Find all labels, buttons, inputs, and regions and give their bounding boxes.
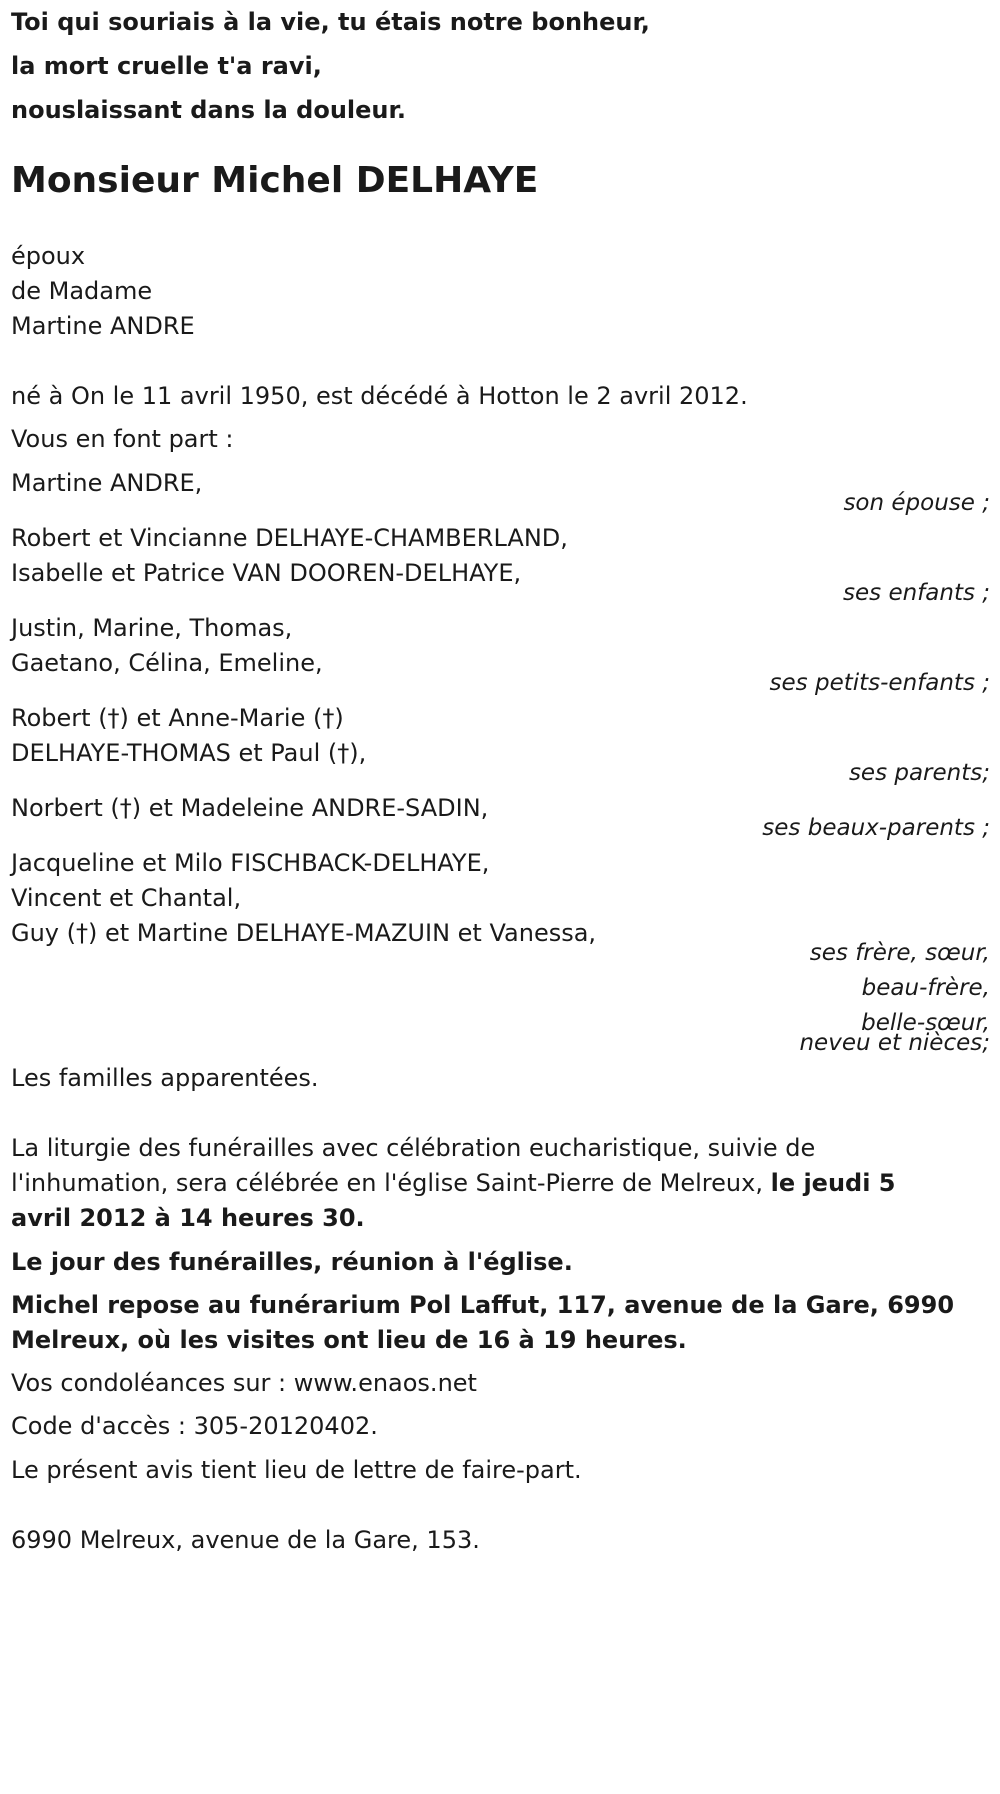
spouse-line: de Madame bbox=[11, 277, 153, 305]
family-relation: beau-frère, bbox=[861, 975, 990, 1001]
family-names: Martine ANDRE, bbox=[11, 469, 203, 497]
liturgy-text: l'inhumation, sera célébrée en l'église Saint-Pierre de Melreux, bbox=[11, 1169, 771, 1197]
condolences: Vos condoléances sur : www.enaos.net bbox=[11, 1369, 477, 1397]
family-relation: belle-sœur, bbox=[861, 1010, 990, 1036]
spouse-line: Martine ANDRE bbox=[11, 312, 195, 340]
related-families: Les familles apparentées. bbox=[11, 1064, 319, 1092]
family-relation: neveu et nièces; bbox=[799, 1030, 990, 1056]
poem-line: la mort cruelle t'a ravi, bbox=[11, 52, 322, 80]
birth-death: né à On le 11 avril 1950, est décédé à Hotton le 2 avril 2012. bbox=[11, 382, 748, 410]
liturgy-date-line: avril 2012 à 14 heures 30. bbox=[11, 1204, 365, 1232]
poem-line: nouslaissant dans la douleur. bbox=[11, 96, 407, 124]
notice-statement: Le présent avis tient lieu de lettre de faire-part. bbox=[11, 1456, 582, 1484]
family-names: Robert (†) et Anne-Marie (†) bbox=[11, 704, 344, 732]
meeting-info: Le jour des funérailles, réunion à l'église. bbox=[11, 1248, 573, 1276]
family-names: Guy (†) et Martine DELHAYE-MAZUIN et Vanessa, bbox=[11, 919, 597, 947]
liturgy-line: La liturgie des funérailles avec célébration eucharistique, suivie de bbox=[11, 1134, 816, 1162]
family-names: Gaetano, Célina, Emeline, bbox=[11, 649, 323, 677]
family-relation: ses frère, sœur, bbox=[809, 940, 990, 966]
family-relation: son épouse ; bbox=[843, 490, 990, 516]
funerarium-line: Michel repose au funérarium Pol Laffut, 117, avenue de la Gare, 6990 bbox=[11, 1291, 955, 1319]
address: 6990 Melreux, avenue de la Gare, 153. bbox=[11, 1526, 480, 1554]
family-relation: ses parents; bbox=[848, 760, 990, 786]
family-names: Vincent et Chantal, bbox=[11, 884, 242, 912]
family-names: Jacqueline et Milo FISCHBACK-DELHAYE, bbox=[11, 849, 490, 877]
family-relation: ses beaux-parents ; bbox=[762, 815, 990, 841]
family-names: Justin, Marine, Thomas, bbox=[11, 614, 293, 642]
access-code: Code d'accès : 305-20120402. bbox=[11, 1412, 378, 1440]
family-names: DELHAYE-THOMAS et Paul (†), bbox=[11, 739, 367, 767]
family-relation: ses enfants ; bbox=[843, 580, 990, 606]
family-relation: ses petits-enfants ; bbox=[769, 670, 990, 696]
poem-line: Toi qui souriais à la vie, tu étais notre bonheur, bbox=[11, 8, 650, 36]
funerarium-line: Melreux, où les visites ont lieu de 16 à 19 heures. bbox=[11, 1326, 687, 1354]
liturgy-line bbox=[11, 1169, 896, 1197]
family-names: Robert et Vincianne DELHAYE-CHAMBERLAND, bbox=[11, 524, 568, 552]
family-names: Isabelle et Patrice VAN DOOREN-DELHAYE, bbox=[11, 559, 522, 587]
family-names: Norbert (†) et Madeleine ANDRE-SADIN, bbox=[11, 794, 489, 822]
spouse-line: époux bbox=[11, 242, 86, 270]
announcement: Vous en font part : bbox=[11, 425, 234, 453]
deceased-name: Monsieur Michel DELHAYE bbox=[11, 160, 539, 201]
liturgy-date: le jeudi 5 bbox=[770, 1169, 896, 1197]
